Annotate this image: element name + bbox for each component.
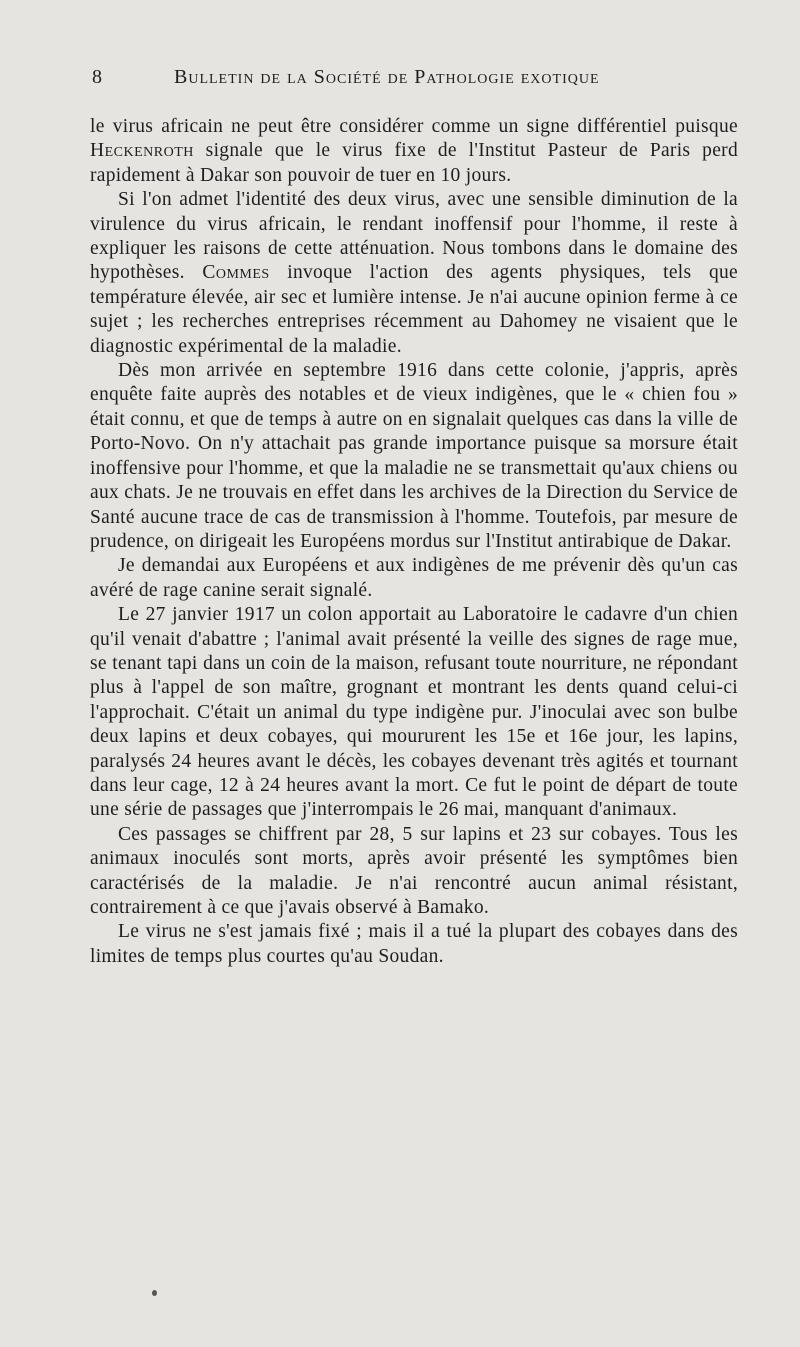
body-text bbox=[90, 115, 738, 969]
page-number: 8 bbox=[92, 66, 103, 88]
paragraph bbox=[90, 554, 738, 603]
paragraph bbox=[90, 359, 738, 554]
running-head bbox=[92, 66, 732, 96]
paragraph-text: Dès mon arrivée en septembre 1916 dans cette colonie, j'appris, après enquête faite auprès des notables et de vieux indigènes, que le « chien fou » était connu, et que de temps à autre on en signalait quelques cas dans la ville de Porto-Novo. On n'y attachait pas grande importance puisque sa morsure était inoffensive pour l'homme, et que la maladie ne se transmettait qu'aux chiens ou aux chats. Je ne trouvais en effet dans les archives de la Direction du Service de Santé aucune trace de cas de transmission à l'homme. Toutefois, par mesure de prudence, on dirigeait les Européens mordus sur l'Institut antirabique de Dakar. bbox=[90, 360, 738, 552]
paragraph bbox=[90, 823, 738, 921]
paragraph-text: Ces passages se chiffrent par 28, 5 sur lapins et 23 sur cobayes. Tous les animaux inoculés sont morts, après avoir présenté les symptômes bien caractérisés de la maladie. Je n'ai rencontré aucun animal résistant, contrairement à ce que j'avais observé à Bamako. bbox=[90, 823, 738, 918]
paragraph bbox=[90, 920, 738, 969]
paragraph-text: Je demandai aux Européens et aux indigènes de me prévenir dès qu'un cas avéré de rage canine serait signalé. bbox=[90, 555, 738, 601]
paragraph-text: invoque l'action des agents physiques, tels que température élevée, air sec et lumière intense. Je n'ai aucune opinion ferme à ce sujet ; les recherches entreprises récemment au Dahomey ne visaient que le diagnostic expérimental de la maladie. bbox=[90, 262, 738, 357]
paragraph-text: Le 27 janvier 1917 un colon apportait au Laboratoire le cadavre d'un chien qu'il venait d'abattre ; l'animal avait présenté la veille des signes de rage mue, se tenant tapi dans un coin de la maison, refusant toute nourriture, ne répondant plus à l'appel de son maître, grognant et montrant les dents quand celui-ci l'approchait. C'était un animal du type indigène pur. J'inoculai avec son bulbe deux lapins et deux cobayes, qui moururent les 15e et 16e jour, les lapins, paralysés 24 heures avant le décès, les cobayes devenant très agités et tournant dans leur cage, 12 à 24 heures avant la mort. Ce fut le point de départ de toute une série de passages que j'interrompais le 26 mai, manquant d'animaux. bbox=[90, 604, 738, 821]
paragraph-text: signale que le virus fixe de l'Institut Pasteur de Paris perd rapidement à Dakar son pouvoir de tuer en 10 jours. bbox=[90, 140, 738, 186]
paragraph-text: Si l'on admet l'identité des deux virus, avec une sensible diminution de la virulence du virus africain, le rendant inoffensif pour l'homme, il reste à expliquer les raisons de cette atténuation. Nous tombons dans le domaine des hypothèses. bbox=[90, 189, 738, 284]
paragraph-text: le virus africain ne peut être considérer comme un signe différentiel puisque bbox=[90, 116, 738, 137]
paragraph bbox=[90, 115, 738, 188]
ink-dot bbox=[152, 1290, 157, 1296]
author-name: Heckenroth bbox=[90, 140, 194, 162]
author-name: Commes bbox=[202, 262, 270, 284]
journal-title: Bulletin de la Société de Pathologie exotique bbox=[174, 66, 600, 88]
paragraph bbox=[90, 603, 738, 823]
paragraph bbox=[90, 188, 738, 359]
paragraph-text: Le virus ne s'est jamais fixé ; mais il a tué la plupart des cobayes dans des limites de temps plus courtes qu'au Soudan. bbox=[90, 921, 738, 967]
